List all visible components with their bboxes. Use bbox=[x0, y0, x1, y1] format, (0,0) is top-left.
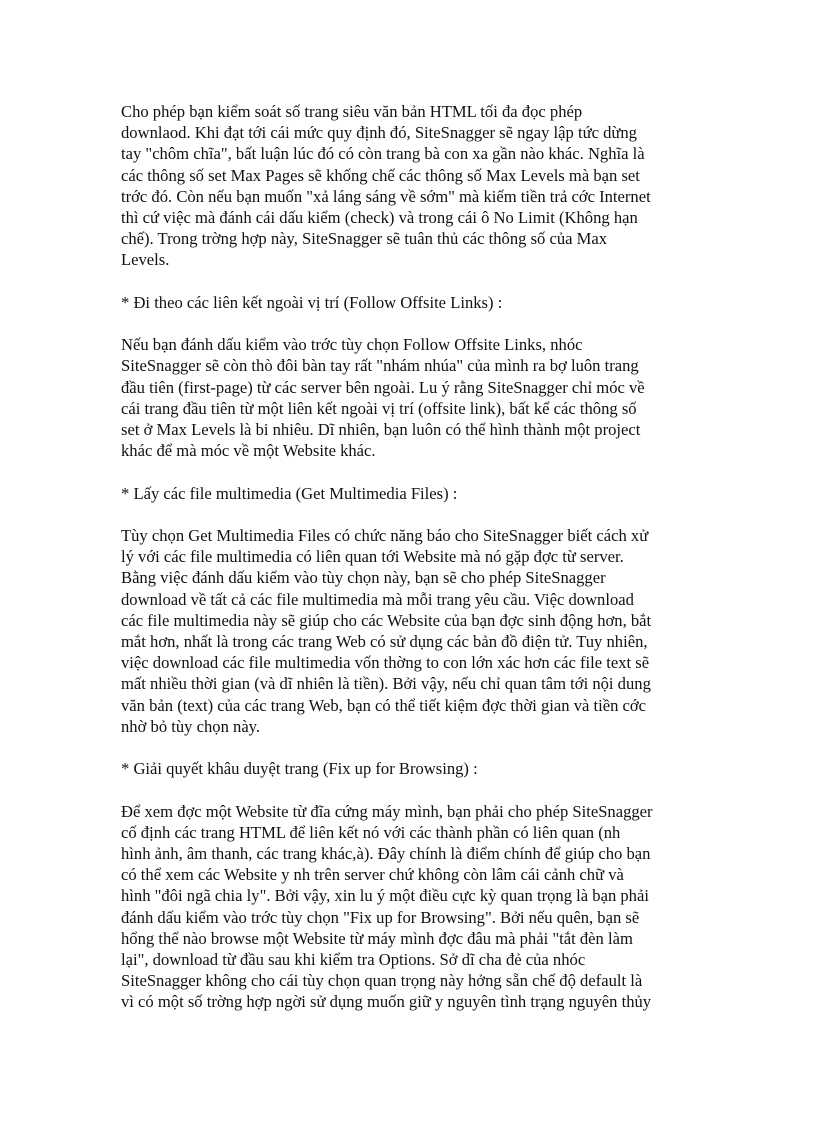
text-line: cố định các trang HTML để liên kết nó với các thành phần có liên quan (nh bbox=[121, 822, 621, 842]
text-line: downlaod. Khi đạt tới cái mức quy định đó, SiteSnagger sẽ ngay lập tức dừng bbox=[121, 123, 637, 143]
text-line: vì có một số trờng hợp ngời sử dụng muốn giữ y nguyên tình trạng nguyên thủy bbox=[121, 992, 652, 1012]
text-line: đầu tiên (first-page) từ các server bên ngoài. Lu ý rằng SiteSnagger chỉ móc về bbox=[121, 377, 645, 397]
text-line: lý với các file multimedia có liên quan tới Website mà nó gặp đợc từ server. bbox=[121, 547, 624, 567]
text-line: Tùy chọn Get Multimedia Files có chức năng báo cho SiteSnagger biết cách xử bbox=[121, 526, 649, 545]
text-line: hình "đôi ngã chia ly". Bởi vậy, xin lu ý một điều cực kỳ quan trọng là bạn phải bbox=[121, 886, 649, 906]
text-line: văn bản (text) của các trang Web, bạn có thể tiết kiệm đợc thời gian và tiền cớc bbox=[121, 695, 647, 715]
text-line: trớc đó. Còn nếu bạn muốn "xả láng sáng về sớm" mà kiếm tiền trả cớc Internet bbox=[121, 186, 651, 206]
text-line: download về tất cả các file multimedia mà mỗi trang yêu cầu. Việc download bbox=[121, 589, 634, 609]
text-line: thì cứ việc mà đánh cái dấu kiểm (check) và trong cái ô No Limit (Không hạn bbox=[121, 208, 638, 228]
heading-line: * Giải quyết khâu duyệt trang (Fix up for Browsing) : bbox=[121, 759, 478, 779]
paragraph-follow-offsite-links bbox=[121, 334, 691, 461]
text-line: Bằng việc đánh dấu kiểm vào tùy chọn này, bạn sẽ cho phép SiteSnagger bbox=[121, 568, 606, 588]
text-line: mắt hơn, nhất là trong các trang Web có sử dụng các bản đồ điện tử. Tuy nhiên, bbox=[121, 632, 648, 652]
paragraph-get-multimedia-files bbox=[121, 525, 691, 737]
text-line: SiteSnagger sẽ còn thò đôi bàn tay rất "nhám nhúa" của mình ra bợ luôn trang bbox=[121, 356, 639, 376]
text-line: có thể xem các Website y nh trên server chứ không còn lâm cái cảnh chữ và bbox=[121, 865, 624, 885]
text-line: đánh dấu kiểm vào trớc tùy chọn "Fix up for Browsing". Bởi nếu quên, bạn sẽ bbox=[121, 907, 640, 927]
heading-line: * Đi theo các liên kết ngoài vị trí (Follow Offsite Links) : bbox=[121, 292, 503, 312]
text-line: các file multimedia này sẽ giúp cho các Website của bạn đợc sinh động hơn, bắt bbox=[121, 610, 652, 630]
heading-line: * Lấy các file multimedia (Get Multimedia Files) : bbox=[121, 483, 458, 503]
text-line: các thông số set Max Pages sẽ khống chế các thông số Max Levels mà bạn set bbox=[121, 165, 640, 185]
text-line: chế). Trong trờng hợp này, SiteSnagger sẽ tuân thủ các thông số của Max bbox=[121, 229, 608, 249]
text-line: cái trang đầu tiên từ một liên kết ngoài vị trí (offsite link), bất kể các thông số bbox=[121, 398, 637, 418]
document-page bbox=[121, 101, 691, 1034]
text-line: tay "chôm chĩa", bất luận lúc đó có còn trang bà con xa gần nào khác. Nghĩa là bbox=[121, 144, 645, 164]
text-line: Levels. bbox=[121, 250, 170, 270]
text-line: hình ảnh, âm thanh, các trang khác,à). Đây chính là điểm chính để giúp cho bạn bbox=[121, 844, 651, 864]
text-line: set ở Max Levels là bi nhiêu. Dĩ nhiên, bạn luôn có thể hình thành một project bbox=[121, 420, 641, 440]
text-line: khác để mà móc về một Website khác. bbox=[121, 441, 376, 461]
heading-get-multimedia-files bbox=[121, 483, 691, 504]
text-line: Nếu bạn đánh dấu kiểm vào trớc tùy chọn Follow Offsite Links, nhóc bbox=[121, 335, 583, 355]
text-line: hổng thể nào browse một Website từ máy mình đợc đâu mà phải "tắt đèn làm bbox=[121, 928, 633, 948]
paragraph-max-pages bbox=[121, 101, 691, 271]
text-line: nhờ bỏ tùy chọn này. bbox=[121, 716, 261, 736]
heading-follow-offsite-links bbox=[121, 292, 691, 313]
text-line: SiteSnagger không cho cái tùy chọn quan trọng này hởng sẵn chế độ default là bbox=[121, 971, 643, 991]
text-line: việc download các file multimedia vốn thờng to con lớn xác hơn các file text sẽ bbox=[121, 653, 650, 673]
text-line: Để xem đợc một Website từ đĩa cứng máy mình, bạn phải cho phép SiteSnagger bbox=[121, 801, 653, 821]
text-line: Cho phép bạn kiểm soát số trang siêu văn bản HTML tối đa đọc phép bbox=[121, 102, 583, 121]
text-line: lại", download từ đầu sau khi kiểm tra Options. Sở dĩ cha đẻ của nhóc bbox=[121, 950, 586, 970]
heading-fix-up-for-browsing bbox=[121, 758, 691, 779]
text-line: mất nhiều thời gian (và dĩ nhiên là tiền). Bởi vậy, nếu chỉ quan tâm tới nội dung bbox=[121, 674, 651, 694]
paragraph-fix-up-for-browsing bbox=[121, 801, 691, 1013]
